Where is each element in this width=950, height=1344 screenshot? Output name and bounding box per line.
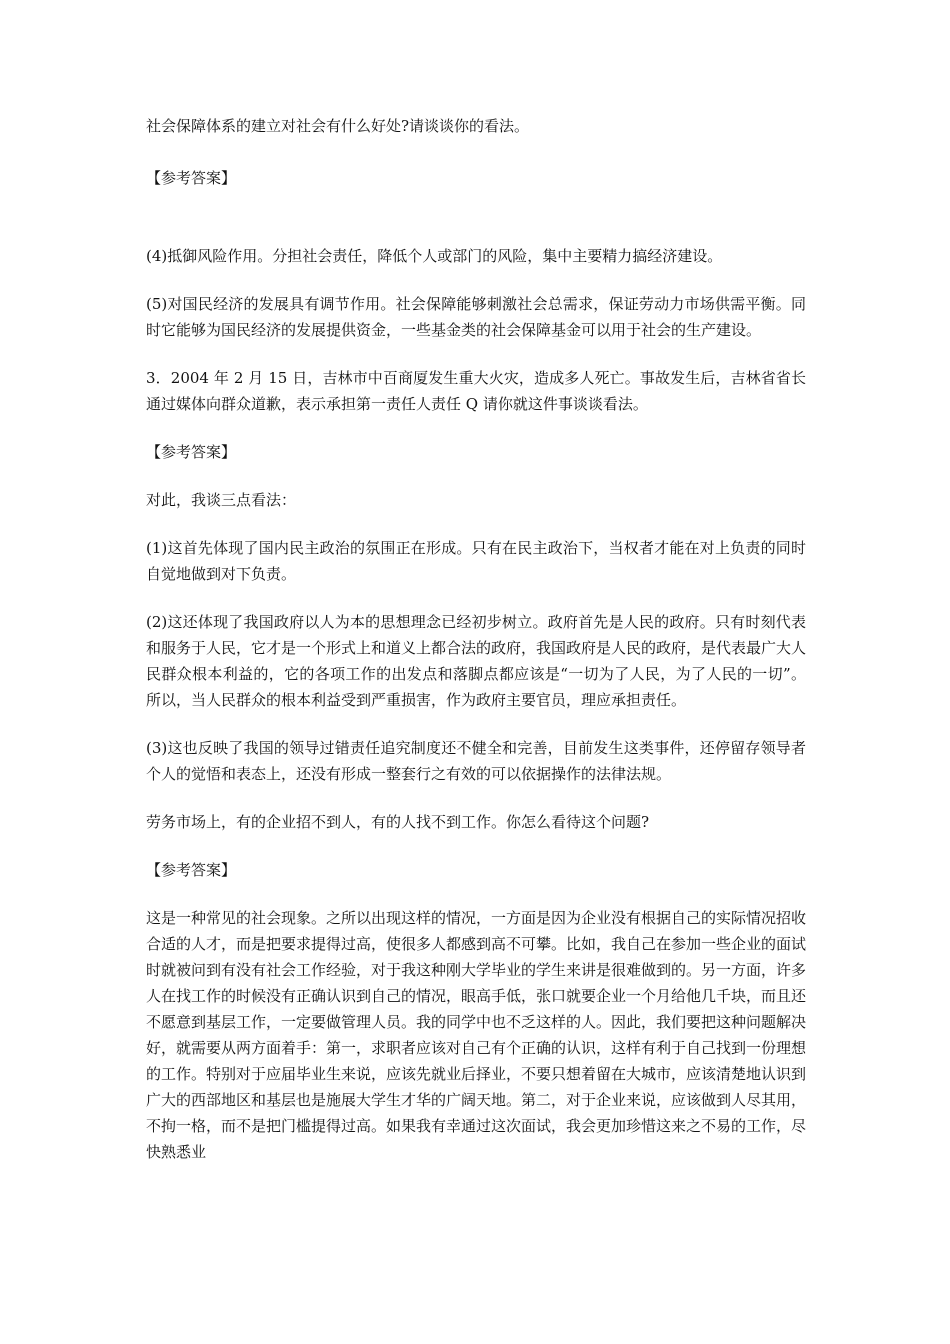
question-labor-market: 劳务市场上，有的企业招不到人，有的人找不到工作。你怎么看待这个问题? xyxy=(146,813,650,831)
answer-point-2: (2)这还体现了我国政府以人为本的思想理念已经初步树立。政府首先是人民的政府。只有时刻代表和服务于人民，它才是一个形式上和道义上都合法的政府，我国政府是人民的政府，是代表最广大人民群众根本利益的，它的各项工作的出发点和落脚点都应该是“一切为了人民，为了人民的一切”。所以，当人民群众的根本利益受到严重损害，作为政府主要官员，理应承担责任。 xyxy=(146,613,807,709)
question-social-security: 社会保障体系的建立对社会有什么好处?请谈谈你的看法。 xyxy=(146,117,530,135)
reference-answer-label: 【参考答案】 xyxy=(146,169,237,187)
answer-point-4: (4)抵御风险作用。分担社会责任，降低个人或部门的风险，集中主要精力搞经济建设。 xyxy=(146,247,723,265)
document-page xyxy=(146,113,806,1165)
answer-point-3: (3)这也反映了我国的领导过错责任追究制度还不健全和完善，目前发生这类事件，还停留存领导者个人的觉悟和表态上，还没有形成一整套行之有效的可以依据操作的法律法规。 xyxy=(146,739,806,783)
question-jilin-fire: 3．2004 年 2 月 15 日，吉林市中百商厦发生重大火灾，造成多人死亡。事故发生后，吉林省省长通过媒体向群众道歉，表示承担第一责任人责任 Q 请你就这件事谈谈看法。 xyxy=(146,369,806,413)
reference-answer-label: 【参考答案】 xyxy=(146,443,237,461)
answer-point-1: (1)这首先体现了国内民主政治的氛围正在形成。只有在民主政治下，当权者才能在对上负责的同时自觉地做到对下负责。 xyxy=(146,539,806,583)
reference-answer-label: 【参考答案】 xyxy=(146,861,237,879)
answer-point-5: (5)对国民经济的发展具有调节作用。社会保障能够刺激社会总需求，保证劳动力市场供需平衡。同时它能够为国民经济的发展提供资金，一些基金类的社会保障基金可以用于社会的生产建设。 xyxy=(146,295,806,339)
answer-intro: 对此，我谈三点看法： xyxy=(146,491,297,509)
answer-labor-market: 这是一种常见的社会现象。之所以出现这样的情况，一方面是因为企业没有根据自己的实际情况招收合适的人才，而是把要求提得过高，使很多人都感到高不可攀。比如，我自己在参加一些企业的面试时就被问到有没有社会工作经验，对于我这种刚大学毕业的学生来讲是很难做到的。另一方面，许多人在找工作的时候没有正确认识到自己的情况，眼高手低，张口就要企业一个月给他几千块，而且还不愿意到基层工作，一定要做管理人员。我的同学中也不乏这样的人。因此，我们要把这种问题解决好，就需要从两方面着手：第一，求职者应该对自己有个正确的认识，这样有利于自己找到一份理想的工作。特别对于应届毕业生来说，应该先就业后择业，不要只想着留在大城市，应该清楚地认识到广大的西部地区和基层也是施展大学生才华的广阔天地。第二，对于企业来说，应该做到人尽其用，不拘一格，而不是把门槛提得过高。如果我有幸通过这次面试，我会更加珍惜这来之不易的工作，尽快熟悉业 xyxy=(146,909,807,1161)
